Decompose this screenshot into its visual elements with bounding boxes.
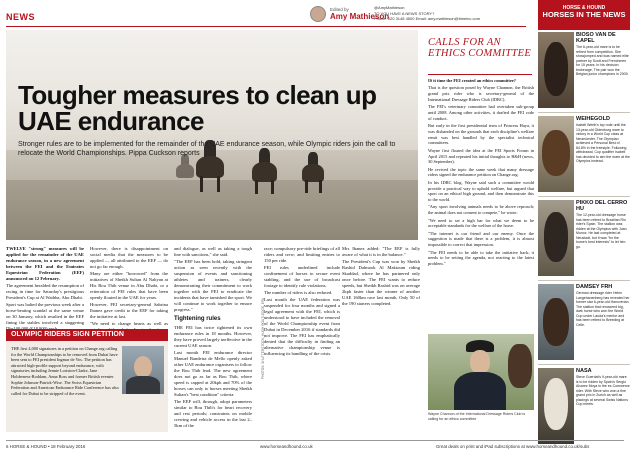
body-paragraph: Last month FEI endurance director Manuel Bandeira de Mello openly asked other UAE endurance organisers to follow the Bou Thib lead. The new agreement does not go as far as Bou Thib, where speed is capped at 20kph and 70% of the horses can only to horses meeting Sheikh Sultan's "best condition" criteria.	[174, 350, 252, 397]
ethics-photo-coat	[454, 372, 506, 410]
horses-in-news-sidebar	[538, 32, 630, 442]
body-paragraph: The EEF will, through, adopt parameters similar to Bou Thib's for heart recovery and rest periods; constraints on mobile crewing and vehicle access in the last 2–5km of the	[174, 399, 252, 428]
ethics-paragraph: Wayne first floated the idea at the FEI Sports Forum in April 2015 and repeated his initial thoughts to H&H (news, 30 September).	[428, 147, 534, 165]
body-paragraph: "We need to change hearts as well as	[90, 321, 168, 326]
sidebar-text	[576, 32, 630, 77]
ethics-photo-caption: Wayne Channon of the International Dressage Riders Club is calling for an ethics committee	[428, 412, 526, 421]
contact-twitter[interactable]: @AmyMathieson	[374, 5, 405, 10]
sidebar-horse-desc: Steve Guerdat's 9-year-old mare is to be ridden by Spain's Sergio Alvarez Moya in the ex-Commerce rider. With Steve who won a fine grand prix in Zurich as well as placings at several Swiss Nations Cup meets.	[576, 375, 630, 406]
sidebar-divider	[538, 280, 630, 281]
sidebar-divider	[538, 112, 630, 113]
editor-name: Amy Mathieson	[330, 12, 390, 21]
ethics-paragraph: He revived the topic the same week that many dressage riders signed the endurance petition on Change.org.	[428, 166, 534, 178]
photo-credit	[258, 250, 265, 380]
petition-box-title: OLYMPIC RIDERS SIGN PETITION	[6, 329, 168, 341]
body-column-1	[6, 246, 84, 333]
editor-avatar	[310, 6, 326, 22]
sidebar-item	[538, 116, 630, 198]
body-paragraph: The number of riders is also reduced.	[264, 290, 333, 295]
sidebar-text	[576, 116, 630, 164]
petition-box	[6, 332, 168, 432]
body-column-3	[174, 246, 252, 430]
sidebar-item	[538, 200, 630, 282]
ethics-photo-horse	[508, 344, 532, 388]
subhead-tightening-rules: Tightening rules	[174, 316, 221, 322]
sidebar-horse-desc: The 12-year-old dressage horse has been retired to Brazilian Rio rider's Spain. The stallion was ridden at the Olympics with Juan Munoz. He last completed at Neustadt, but it was "for the horse's best interests" to let him go.	[576, 213, 627, 249]
article-standfirst: Stronger rules are to be implemented for the remainder of the UAE endurance season, while Olympic riders join the call to relocate the World Championships. Pippa Cuckson reports	[18, 141, 396, 157]
sidebar-horse-name: PIKKO DEL CERRO HU	[576, 200, 628, 212]
ethics-paragraph: But early in the first presidential term of Princess Haya, it was disbanded on the grounds that each discipline's welfare remit was best handled by the specialist technical committees.	[428, 123, 534, 146]
sidebar-text	[576, 200, 630, 249]
section-label: NEWS	[6, 12, 35, 22]
petition-photo-face	[134, 356, 152, 378]
body-paragraph: THE FEI has twice tightened its own endurance rules in 18 months. However, they have proved largely ineffective in the current UAE season.	[174, 325, 252, 348]
edited-by-label: Edited by	[330, 7, 349, 12]
contact-details[interactable]: Phone: 020 3148 4500 Email: amy.mathieson@timeinc.com	[374, 16, 481, 21]
ethics-paragraph: "We need to set a high bar for what we deem to be acceptable standards for the welfare of the horse.	[428, 217, 534, 229]
body-paragraph: FEI rules underlined include confinement of horses to secure event stabling, and the use of broadcast footage to identify rule violations.	[264, 265, 340, 288]
sidebar-horse-name: DAMSEY FRH	[576, 284, 613, 290]
contact-prompt: TO YOU HAVE A NEWS STORY?	[374, 10, 435, 16]
sidebar-horse-name: NASA	[576, 368, 592, 374]
page-footer	[0, 440, 630, 457]
hero-ground	[6, 180, 418, 240]
photo-credit-text: PHOTOS: SHUTTERSTOCK, HUGH ROUTLEDGE, EPA	[261, 298, 265, 379]
sidebar-item	[538, 32, 630, 114]
ethics-title: CALLS FOR AN ETHICS COMMITTEE	[428, 37, 532, 59]
ethics-paragraph: In his IDRC blog, Wayne said such a committee would provide a practical way to uphold welfare, but argued that sport on an ethical high ground, and then demonstrate this to the world.	[428, 179, 534, 203]
sidebar-horse-desc: German dressage rider Helen Langehanenberg has revealed her former star 6-year-old Hanoverian. The stallion that renowned big, dark horse who won the World Cup under Lauda's mentor and has been retired to Breeding at Celle.	[576, 291, 630, 327]
sidebar-horse-desc: The 6-year-old mare is to be retired from competition. She showjumped and was named elite partner by Scott and Frenchmen for 15 years. In his decision brokerage, The pair won the Belgian junior champions in 2009.	[576, 45, 629, 76]
article-headline: Tougher measures to clean up UAE endurance	[18, 80, 377, 136]
body-column-2	[90, 246, 168, 334]
contact-block	[374, 5, 534, 22]
body-paragraph: However, there is disappointment on social media that the measures to be applied — all attributed to the EEF — do not go far enough.	[90, 246, 168, 269]
brand-title: HORSES IN THE NEWS	[542, 10, 626, 19]
body-paragraph: Mrs Ibanez added: "The EEF is fully aware of what it is in the balance."	[342, 246, 420, 257]
body-paragraph: Many are either "borrowed" from the initiatives of Sheikh Sultan Al Nahyan at His Bou Thib venue in Abu Dhabi, or a reiteration of FEI rules that have been openly flouted in the UAE for years.	[90, 271, 168, 300]
ethics-committee-panel	[424, 34, 536, 434]
body-column-5	[342, 246, 420, 308]
footer-url[interactable]: www.horseandhound.co.uk	[260, 444, 313, 449]
sidebar-horse-name: BIOSO VAN DE KAPEL	[576, 32, 616, 44]
brand-box	[538, 0, 630, 30]
ethics-paragraph: That is the question posed by Wayne Channon, the British grand prix rider who is secretary-general of the International Dressage Riders Club (IDRC).	[428, 85, 534, 102]
body-paragraph: The agreement heralded the resumption of racing in time for Saturday's prestigious President's Cup at Al Wathba, Abu Dhabi.	[6, 283, 84, 300]
ethics-paragraph: IS it time the FEI created an ethics committee?	[428, 78, 516, 83]
petition-photo-shoulders	[126, 376, 160, 394]
footer-rule	[6, 440, 624, 441]
sidebar-photo	[538, 284, 574, 360]
sidebar-divider	[538, 364, 630, 365]
body-paragraph: race; compulsory pre-ride briefings of all riders and crew; and limiting entries to 150 per ride.	[264, 246, 340, 263]
brand-kicker: HORSE & HOUND	[562, 5, 606, 11]
sidebar-photo	[538, 32, 574, 108]
footer-subscription[interactable]: Great deals on print and iPad subscriptions at www.horseandhound.co.uk/subs	[436, 444, 590, 449]
petition-box-text: THE first 4,000 signatures in a petition on Change.org calling for the World Championships to be removed from Dubai have been sent to FEI president Ingmar de Vos. The petition has attracted high-profile support beyond endurance, with signatories including Jennie Loriston-Clarke, Jane Holderness-Roddam, Anna Ross and former British eventer Sophie Johnson-Patrick-Wise. The Swiss Equestrian Federation and American Endurance Ride Conference has also called for Dubai to be stripped of the event.	[11, 346, 119, 396]
ethics-photo	[428, 334, 534, 410]
body-column-4	[264, 246, 340, 358]
ethics-paragraph: "The FEI needs to be able to take the initiative back; it needs to be setting the agenda, not reacting to the latest problem."	[428, 249, 534, 267]
ethics-body	[428, 78, 534, 268]
body-paragraph: The President's Cup was won by Sheikh Rashid Dalmook Al Maktoum riding Skaddad, where he has partnered only once before. The FEI wants to reduce speeds, but Sheikh Rashid was on average 2kph faster than the winner of another UAE 160km race last month. Only 50 of the 190 starters completed.	[342, 259, 420, 306]
ethics-paragraph: The FEI's veterinary committee had overtaken sub-group until 2008. Among other activities, it drafted the FEI code of conduct.	[428, 104, 534, 121]
sidebar-horse-name: WEIHEGOLD	[576, 116, 610, 122]
footer-folio: 6 HORSE & HOUND • 18 February 2016	[6, 444, 86, 449]
ethics-photo-face	[470, 350, 490, 374]
ethics-rule	[428, 74, 532, 75]
body-paragraph: "The EEF has been bold, taking stringent action as seen recently with the suspension of events and sanctioning athletes and trainers, clearly demonstrating their commitment to work together with the FEI to eradicate the incidents that have tarnished the sport. We will continue to work together to ensure progress."	[174, 259, 252, 312]
sidebar-photo	[538, 368, 574, 444]
ethics-paragraph: "Any sport involving animals needs to be above reproach; the animal does not consent to compete," he wrote.	[428, 204, 534, 216]
sidebar-photo	[538, 116, 574, 192]
sidebar-horse-desc: Isabell Werth's top rode until the 13-year-old Oldenburg mare to victory in a World Cup class at Neumünster. The Olympian achieved a Personal Best of 84.8% in the freestyle. Following withdrawal, Cup qualifier Isabell has decided to aim the mare at the Olympics instead.	[576, 123, 630, 163]
body-paragraph: However, FEI secretary-general Sabrina Ibanez gave credit to the EEF for taking the initiative at last.	[90, 302, 168, 319]
sidebar-photo	[538, 200, 574, 276]
sidebar-item	[538, 284, 630, 366]
sidebar-item	[538, 368, 630, 450]
body-paragraph: Last month the UAE federation was suspended for four months and signed a legal agreement with the FEI, which is understood to have included the removal of the World Championship event from Dubai in December 2016 if standards did not improve. The FEI has emphatically denied that the difficulty in finding an alternative championship venue is influencing its handling of the crisis.	[264, 297, 340, 356]
sidebar-divider	[538, 196, 630, 197]
sidebar-text	[576, 368, 630, 407]
body-paragraph: Sport was halted the previous week after a horse-beating scandal at the same venue on 30 January, which resulted in the EEF fining the stables involved a staggering	[6, 302, 84, 325]
body-paragraph: TWELVE "strong" measures will be applied for the remainder of the UAE endurance season, in a new agreement between the FEI and the Emirates Equestrian Federation (EEF) announced on 12 February.	[6, 246, 84, 281]
petition-photo	[122, 346, 164, 394]
sidebar-text	[576, 284, 630, 327]
body-paragraph: and dialogue, as well as taking a tough line with sanctions," she said.	[174, 246, 252, 257]
ethics-paragraph: "The internet is our friend and our enemy. Once the suggestion is made that there is a problem, it is almost impossible to correct that impression.	[428, 230, 534, 248]
